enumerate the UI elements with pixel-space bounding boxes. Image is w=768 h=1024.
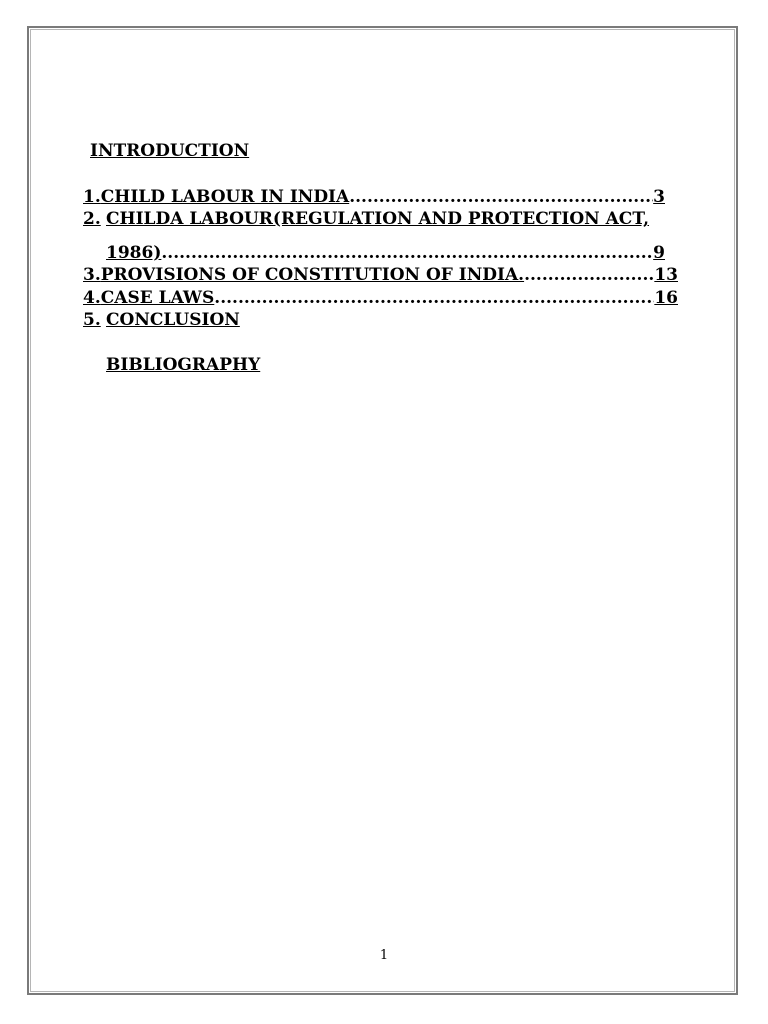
toc-item-title: CHILD LABOUR IN INDIA xyxy=(100,187,350,207)
toc-item-number: 5. xyxy=(83,310,101,330)
toc-item-page: 3 xyxy=(653,187,665,207)
toc-item-title: PROVISIONS OF CONSTITUTION OF INDIA. xyxy=(100,265,525,285)
toc-item-page: 13 xyxy=(654,265,678,285)
toc-item-number: 3. xyxy=(83,265,101,285)
toc-item-title: CONCLUSION xyxy=(106,310,240,330)
toc-item-2-continuation xyxy=(106,242,665,264)
toc-dot-leader xyxy=(214,287,654,309)
page-number: 1 xyxy=(379,948,389,963)
toc-dot-leader xyxy=(161,242,653,264)
page-border-inner xyxy=(30,29,735,992)
toc-item-title: CASE LAWS xyxy=(100,288,215,308)
toc-item-number: 1. xyxy=(83,187,101,207)
toc-item-page: 9 xyxy=(653,243,665,263)
toc-item-4 xyxy=(83,287,678,309)
introduction-heading: INTRODUCTION xyxy=(90,141,250,161)
toc-item-2 xyxy=(83,208,649,230)
toc-item-title: CHILDA LABOUR(REGULATION AND PROTECTION ACT, xyxy=(106,209,650,229)
toc-item-number: 2. xyxy=(83,209,101,229)
toc-item-5 xyxy=(83,309,240,331)
toc-item-1 xyxy=(83,186,665,208)
toc-dot-leader xyxy=(524,264,654,286)
bibliography-heading: BIBLIOGRAPHY xyxy=(106,355,261,375)
toc-item-number: 4. xyxy=(83,288,101,308)
toc-item-3 xyxy=(83,264,678,286)
toc-item-title-continuation: 1986) xyxy=(106,243,162,263)
toc-item-page: 16 xyxy=(654,288,678,308)
toc-dot-leader xyxy=(349,186,653,208)
